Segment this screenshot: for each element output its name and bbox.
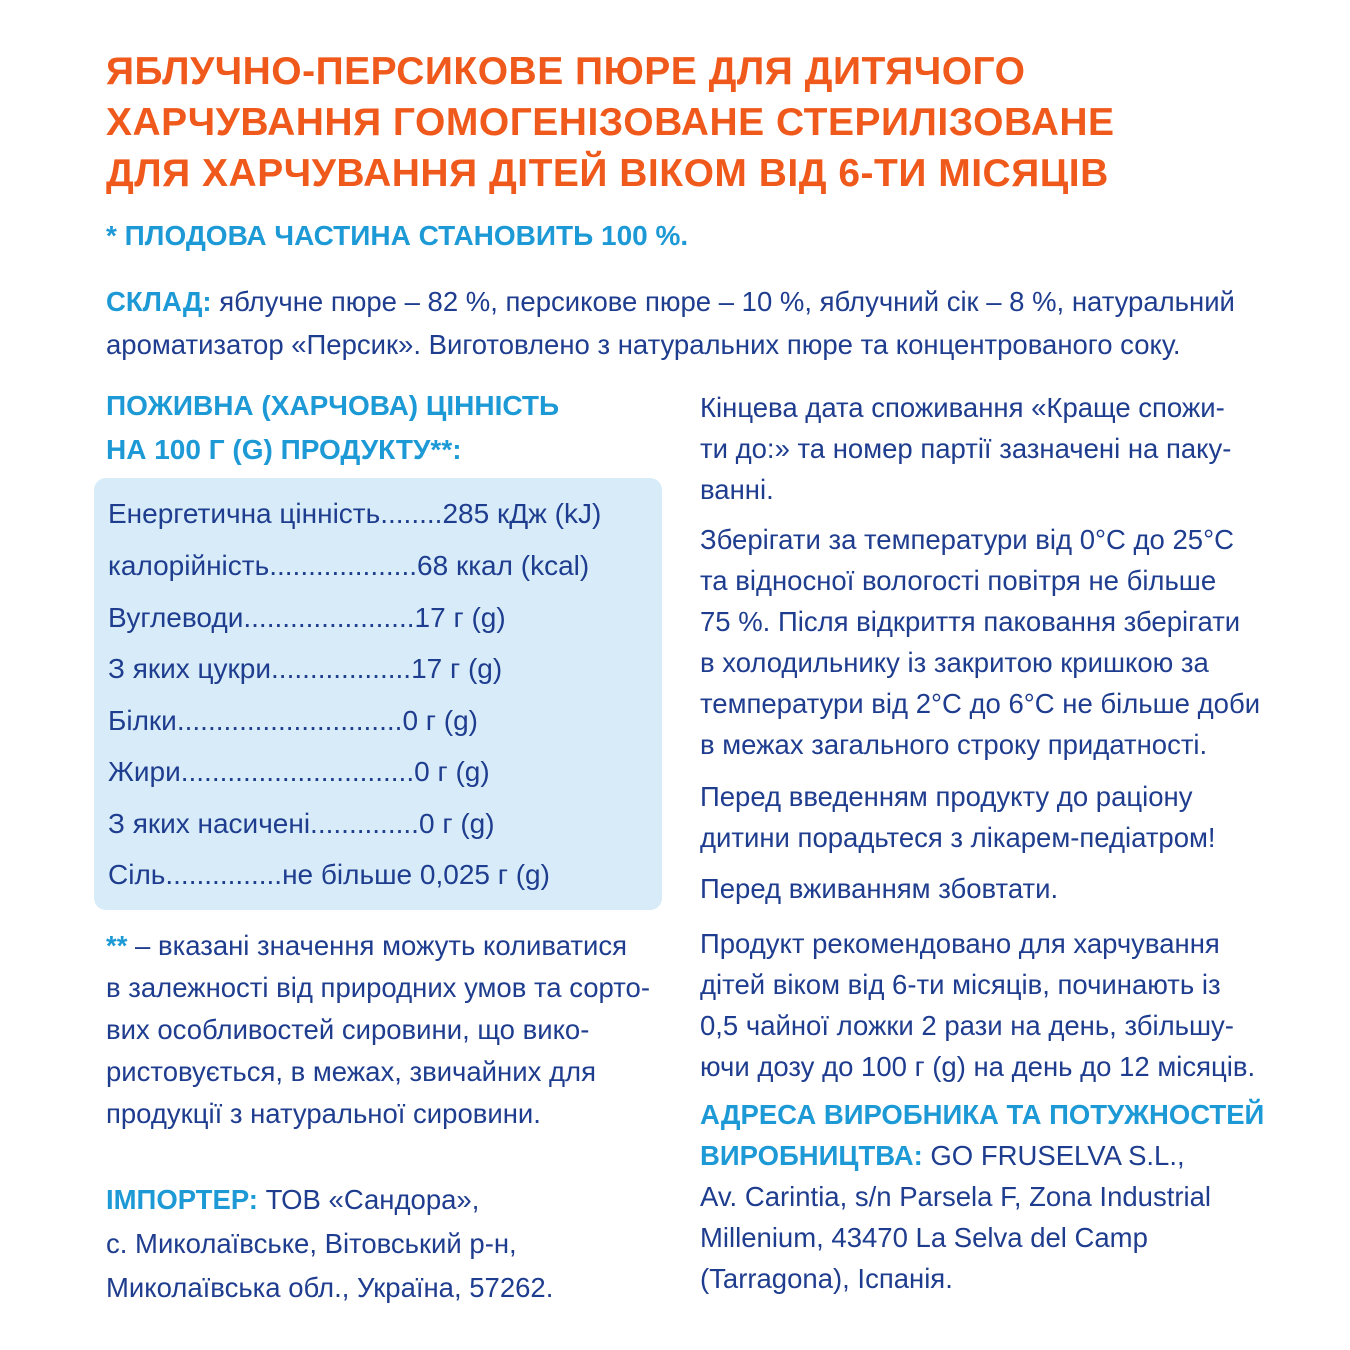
nutrient-name: Жири: [108, 756, 181, 787]
shake-note: Перед вживанням збовтати.: [700, 873, 1059, 904]
storage-line: температури від 2°С до 6°С не більше доби: [700, 688, 1261, 719]
nutrition-table: [94, 478, 662, 910]
expiry-note: [700, 387, 1260, 510]
nutrition-row-protein: [108, 697, 653, 745]
nutrient-value: 0 г (g): [402, 705, 479, 736]
manufacturer-line: (Tarragona), Іспанія.: [700, 1263, 953, 1294]
importer-line: [106, 1178, 666, 1222]
nutrient-name: Білки: [108, 705, 177, 736]
nutrient-value: 17 г (g): [414, 602, 506, 633]
importer-line: с. Миколаївське, Вітовський р-н,: [106, 1228, 517, 1259]
leader-dots: ..............: [310, 808, 419, 839]
nutrition-heading: [106, 384, 559, 472]
manufacturer-name: GO FRUSELVA S.L.,: [922, 1140, 1185, 1171]
manufacturer-line: [700, 1135, 1260, 1176]
nutrition-row-carbs: [108, 594, 653, 642]
nutrient-name: З яких цукри: [108, 653, 272, 684]
manufacturer-address: [700, 1094, 1265, 1299]
recommendation: [700, 923, 1260, 1087]
manufacturer-label: АДРЕСА ВИРОБНИКА ТА ПОТУЖНОСТЕЙ: [700, 1099, 1265, 1130]
nutrient-value: 285 кДж (kJ): [442, 498, 602, 529]
nutrition-row-calories: [108, 542, 653, 590]
nutrition-row-energy: [108, 490, 653, 538]
footnote-text: – вказані значення можуть коливатися: [127, 930, 627, 961]
nutrition-heading-line: НА 100 Г (G) ПРОДУКТУ**:: [106, 434, 462, 465]
leader-dots: ..............................: [180, 756, 415, 787]
expiry-line: Кінцева дата споживання «Краще спожи-: [700, 392, 1225, 423]
footnote-line: продукції з натуральної сировини.: [106, 1098, 541, 1129]
composition-line-1: [106, 280, 1251, 323]
composition-label: СКЛАД:: [106, 286, 212, 317]
fruit-content-note: * ПЛОДОВА ЧАСТИНА СТАНОВИТЬ 100 %.: [106, 220, 689, 251]
storage-line: Зберігати за температури від 0°С до 25°С: [700, 524, 1234, 555]
storage-line: в межах загального строку придатності.: [700, 729, 1208, 760]
leader-dots: ......................: [243, 602, 415, 633]
manufacturer-line: Millenium, 43470 La Selva del Camp: [700, 1222, 1148, 1253]
expiry-line: ти до:» та номер партії зазначені на паку-: [700, 433, 1232, 464]
recommendation-line: 0,5 чайної ложки 2 рази на день, збільшу-: [700, 1010, 1234, 1041]
nutrient-name: З яких насичені: [108, 808, 311, 839]
composition-section: [106, 280, 1251, 366]
nutrient-value: 0 г (g): [418, 808, 495, 839]
storage-conditions: [700, 519, 1260, 765]
nutrient-value: 17 г (g): [411, 653, 503, 684]
importer-info: [106, 1178, 666, 1310]
composition-text: яблучне пюре – 82 %, персикове пюре – 10 %, яблучний сік – 8 %, натуральний: [211, 286, 1235, 317]
recommendation-line: Продукт рекомендовано для харчування: [700, 928, 1220, 959]
nutrition-heading-line: ПОЖИВНА (ХАРЧОВА) ЦІННІСТЬ: [106, 390, 560, 421]
footnote-line: в залежності від природних умов та сорто-: [106, 972, 650, 1003]
importer-label: ІМПОРТЕР:: [106, 1184, 258, 1215]
nutrition-row-salt: [108, 851, 653, 899]
footnote: [106, 925, 666, 1135]
nutrient-name: Сіль: [108, 859, 166, 890]
recommendation-line: ючи дозу до 100 г (g) на день до 12 місяців.: [700, 1051, 1256, 1082]
product-title: [106, 46, 1306, 199]
leader-dots: ...................: [269, 550, 418, 581]
nutrition-row-saturated: [108, 800, 653, 848]
footnote-marker: **: [106, 930, 128, 961]
manufacturer-label-cont: ВИРОБНИЦТВА:: [700, 1140, 923, 1171]
nutrient-name: Вуглеводи: [108, 602, 244, 633]
warning-line: Перед введенням продукту до раціону: [700, 781, 1193, 812]
leader-dots: ..................: [271, 653, 412, 684]
nutrition-row-fat: [108, 748, 653, 796]
nutrient-name: Енергетична цінність: [108, 498, 381, 529]
nutrient-name: калорійність: [108, 550, 270, 581]
storage-line: в холодильнику із закритою кришкою за: [700, 647, 1209, 678]
importer-line: Миколаївська обл., Україна, 57262.: [106, 1272, 554, 1303]
recommendation-line: дітей віком від 6-ти місяців, починають із: [700, 969, 1221, 1000]
footnote-line: вих особливостей сировини, що вико-: [106, 1014, 590, 1045]
storage-line: 75 %. Після відкриття паковання зберігати: [700, 606, 1241, 637]
storage-line: та відносної вологості повітря не більше: [700, 565, 1217, 596]
warning-line: дитини порадьтеся з лікарем-педіатром!: [700, 822, 1216, 853]
leader-dots: ........: [380, 498, 443, 529]
title-line: ДЛЯ ХАРЧУВАННЯ ДІТЕЙ ВІКОМ ВІД 6-ТИ МІСЯЦІВ: [106, 152, 1109, 195]
nutrient-value: 68 ккал (kcal): [417, 550, 590, 581]
leader-dots: ...............: [165, 859, 283, 890]
nutrient-value: 0 г (g): [414, 756, 490, 787]
composition-line-2: ароматизатор «Персик». Виготовлено з натуральних пюре та концентрованого соку.: [106, 329, 1181, 360]
footnote-line: [106, 925, 666, 967]
expiry-line: ванні.: [700, 474, 774, 505]
footnote-line: ристовується, в межах, звичайних для: [106, 1056, 596, 1087]
nutrition-row-sugars: [108, 645, 653, 693]
title-line: ЯБЛУЧНО-ПЕРСИКОВЕ ПЮРЕ ДЛЯ ДИТЯЧОГО: [106, 50, 1026, 93]
leader-dots: .............................: [176, 705, 403, 736]
importer-name: ТОВ «Сандора»,: [257, 1184, 480, 1215]
nutrient-value: не більше 0,025 г (g): [282, 859, 550, 890]
title-line: ХАРЧУВАННЯ ГОМОГЕНІЗОВАНЕ СТЕРИЛІЗОВАНЕ: [106, 101, 1115, 144]
manufacturer-line: Av. Carintia, s/n Parsela F, Zona Industrial: [700, 1181, 1212, 1212]
doctor-warning: [700, 776, 1260, 858]
